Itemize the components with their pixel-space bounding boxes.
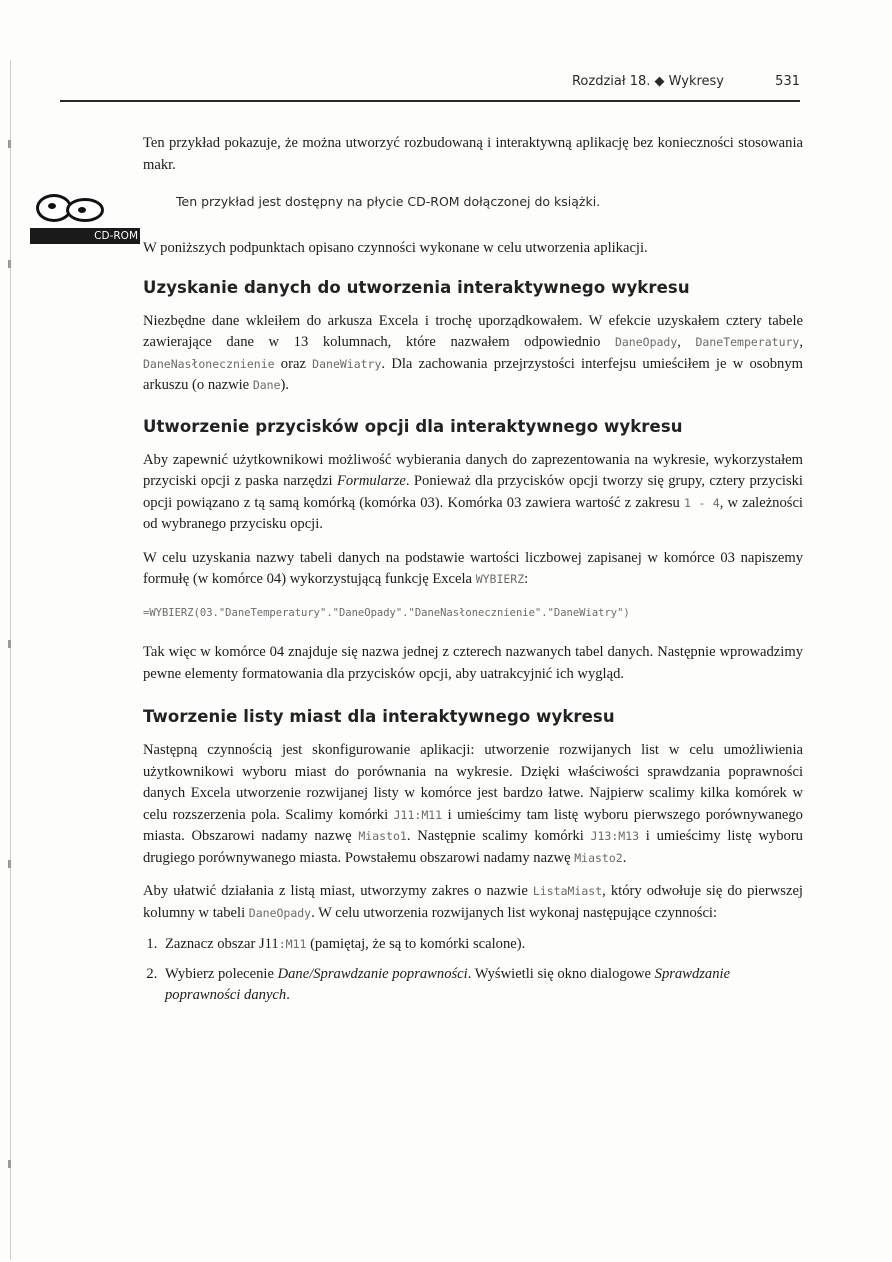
overview-paragraph: W poniższych podpunktach opisano czynności wykonane w celu utworzenia aplikacji. [143,240,648,256]
cd-note [143,192,803,228]
scan-margin-mark [8,860,11,868]
code-j13-m13: J13:M13 [590,829,640,843]
section-heading-data: Uzyskanie danych do utworzenia interaktywnego wykresu [143,277,690,297]
section-heading-option-buttons: Utworzenie przycisków opcji dla interaktywnego wykresu [143,416,683,436]
code-miasto2: Miasto2 [574,850,623,865]
scan-margin-mark [8,1160,11,1168]
list-item: 1. Zaznacz obszar J11:M11 (pamiętaj, że są to komórki scalone). [161,934,803,956]
code-listamiast: ListaMiast [532,884,603,898]
intro-paragraph: Ten przykład pokazuje, że można utworzyć rozbudowaną i interaktywną aplikację bez konieczności stosowania makr. [143,135,803,173]
scan-margin-mark [8,640,11,648]
code-danenaslonecznienie: DaneNasłonecznienie [143,356,275,371]
code-danetemperatury: DaneTemperatury [695,335,800,349]
code-j11-m11: J11:M11 [393,807,443,822]
steps-list [143,934,803,1007]
section-city-paragraph-1: Następną czynnością jest skonfigurowanie aplikacji: utworzenie rozwijanych list w celu umożliwienia użytkownikowi wyboru miast do porównania na wykresie. Dzięki właściwości sprawdzania poprawności danych Excela utworzenie rozwijanej listy w komórce jest bardzo łatwe. Najpierw scalimy kilka komórek w celu rozszerzenia pola. Scalimy komórki J11:M11 i umieścimy tam listę wyboru pierwszego porównywanego miasta. Obszarowi nadamy nazwę Miasto1. Następnie scalimy komórki J13:M13 i umieścimy listę wyboru drugiego porównywanego miasta. Powstałemu obszarowi nadamy nazwę Miasto2. [143,742,803,866]
page-body [143,133,803,1015]
code-daneopady-ref: DaneOpady [248,905,312,920]
cd-rom-icon [30,188,142,246]
code-daneopady: DaneOpady [614,335,678,349]
italic-menu-path: Dane/Sprawdzanie poprawności [277,965,468,982]
cd-rom-label: CD-ROM [30,228,140,244]
italic-dialog-name: Sprawdzanie poprawności danych [165,965,731,1003]
section-heading-city-list: Tworzenie listy miast dla interaktywnego wykresu [143,707,615,726]
page-header [60,66,800,102]
code-danewiatry: DaneWiatry [312,356,382,371]
cd-disc-icon [66,198,104,222]
section-options-paragraph-1: Aby zapewnić użytkownikowi możliwość wybierania danych do zaprezentowania na wykresie, wykorzystałem przyciski opcji z paska narzędzi Formularze. Ponieważ dla przycisków opcji tworzy się grupy, cztery przyciski opcji powiązano z tą samą komórką (komórka 03). Komórka 03 zawiera wartość z zakresu 1 - 4, w zależności od wybranego przycisku opcji. [143,451,803,532]
running-head: Rozdział 18. ◆ Wykresy [571,74,724,89]
code-dane: Dane [252,378,281,392]
section-options-paragraph-3: Tak więc w komórce 04 znajduje się nazwa jednej z czterech nazwanych tabel danych. Następnie wprowadzimy pewne elementy formatowania dla przycisków opcji, aby uatrakcyjnić ich wygląd. [143,644,803,682]
section-city-paragraph-2: Aby ułatwić działania z listą miast, utworzymy zakres o nazwie ListaMiast, który odwołuje się do pierwszej kolumny w tabeli DaneOpady. W celu utworzenia rozwijanych list wykonaj następujące czynności: [143,883,803,921]
code-range: 1 - 4 [684,495,720,510]
page-number: 531 [775,74,800,89]
cd-note-text: Ten przykład jest dostępny na płycie CD-ROM dołączonej do książki. [176,194,601,209]
list-item: 2. Wybierz polecenie Dane/Sprawdzanie poprawności. Wyświetli się okno dialogowe Sprawdzanie poprawności danych. [161,964,803,1007]
code-step1-range: :M11 [278,937,307,951]
code-wybierz: WYBIERZ [475,572,525,586]
scan-margin-line [10,60,11,1260]
section-options-paragraph-2: W celu uzyskania nazwy tabeli danych na podstawie wartości liczbowej zapisanej w komórce 03 napiszemy formułę (w komórce 04) wykorzystującą funkcję Excela WYBIERZ: [143,549,803,587]
code-miasto1: Miasto1 [358,829,407,843]
italic-formularze: Formularze [336,473,406,489]
scan-margin-mark [8,140,11,148]
section-data-paragraph: Niezbędne dane wkleiłem do arkusza Excela i trochę uporządkowałem. W efekcie uzyskałem cztery tabele zawierające dane w 13 kolumnach, które nazwałem odpowiednio DaneOpady, DaneTemperatury, DaneNasłonecznienie oraz DaneWiatry. Dla zachowania przejrzystości interfejsu umieściłem je w osobnym arkuszu (o nazwie Dane). [143,312,804,393]
scan-margin-mark [8,260,11,268]
formula-wybierz: =WYBIERZ(03."DaneTemperatury"."DaneOpady"."DaneNasłonecznienie"."DaneWiatry") [143,606,630,619]
